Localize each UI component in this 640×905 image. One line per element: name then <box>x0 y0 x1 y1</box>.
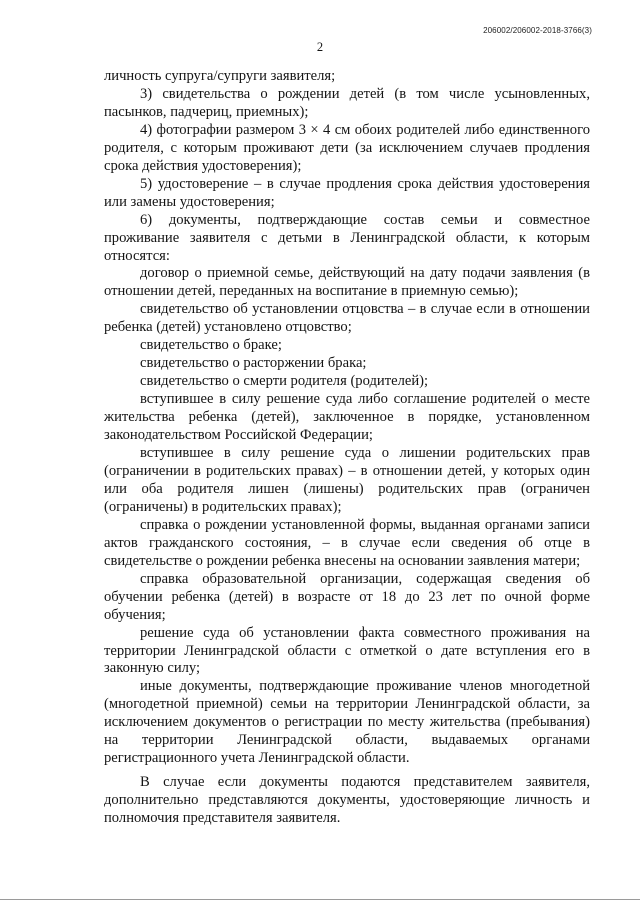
paragraph-representative: В случае если документы подаются представителем заявителя, дополнительно представляются документы, удостоверяющие личность и полномочия представителя заявителя. <box>104 774 590 827</box>
paragraph-other-documents: иные документы, подтверждающие проживание членов многодетной (многодетной приемной) семьи на территории Ленинградской области, за исключением документов о регистрации по месту жительства (пребывания) на территории Ленинградской области, выдаваемых органами регистрационного учета Ленинградской области. <box>104 678 590 767</box>
paragraph-death-certificate: свидетельство о смерти родителя (родителей); <box>140 373 429 390</box>
paragraph-court-decision-rights: вступившее в силу решение суда о лишении родительских прав (ограничении в родительских правах) – в отношении детей, у которых один или оба родителя лишен (лишены) родительских прав (ограничен (ограничены) в родительских правах); <box>104 445 590 515</box>
paragraph-item-3: 3) свидетельства о рождении детей (в том числе усыновленных, пасынков, падчериц, приемных); <box>104 85 590 120</box>
paragraph-item-6: 6) документы, подтверждающие состав семьи и совместное проживание заявителя с детьми в Ленинградской области, к которым относятся: <box>104 211 590 264</box>
paragraph-foster-contract: договор о приемной семье, действующий на дату подачи заявления (в отношении детей, переданных на воспитание в приемную семью); <box>104 265 590 300</box>
paragraph-divorce-certificate: свидетельство о расторжении брака; <box>140 355 367 372</box>
paragraph-court-decision-residence: вступившее в силу решение суда либо соглашение родителей о месте жительства ребенка (детей), заключенное в порядке, установленном законодательством Российской Федерации; <box>104 391 590 444</box>
page-bottom-edge <box>0 899 640 900</box>
paragraph-education-reference: справка образовательной организации, содержащая сведения об обучении ребенка (детей) в возрасте от 18 до 23 лет по очной форме обучения; <box>104 570 590 623</box>
page-number: 2 <box>316 40 324 54</box>
paragraph-item-5: 5) удостоверение – в случае продления срока действия удостоверения или замены удостоверения; <box>104 175 590 210</box>
paragraph-marriage-certificate: свидетельство о браке; <box>140 337 282 354</box>
paragraph-court-decision-cohabitation: решение суда об установлении факта совместного проживания на территории Ленинградской области с отметкой о дате вступления его в законную силу; <box>104 624 590 677</box>
document-id: 206002/206002-2018-3766(3) <box>483 26 592 35</box>
paragraph-continuation: личность супруга/супруги заявителя; <box>104 68 336 84</box>
paragraph-paternity-certificate: свидетельство об установлении отцовства – в случае если в отношении ребенка (детей) установлено отцовство; <box>104 301 590 336</box>
document-body <box>104 68 590 828</box>
paragraph-birth-reference: справка о рождении установленной формы, выданная органами записи актов гражданского состояния, – в случае если сведения об отце в свидетельстве о рождении ребенка внесены на основании заявления матери; <box>104 516 590 569</box>
paragraph-item-4: 4) фотографии размером 3 × 4 см обоих родителей либо единственного родителя, с которым проживают дети (за исключением случаев продления срока действия удостоверения); <box>104 121 590 174</box>
